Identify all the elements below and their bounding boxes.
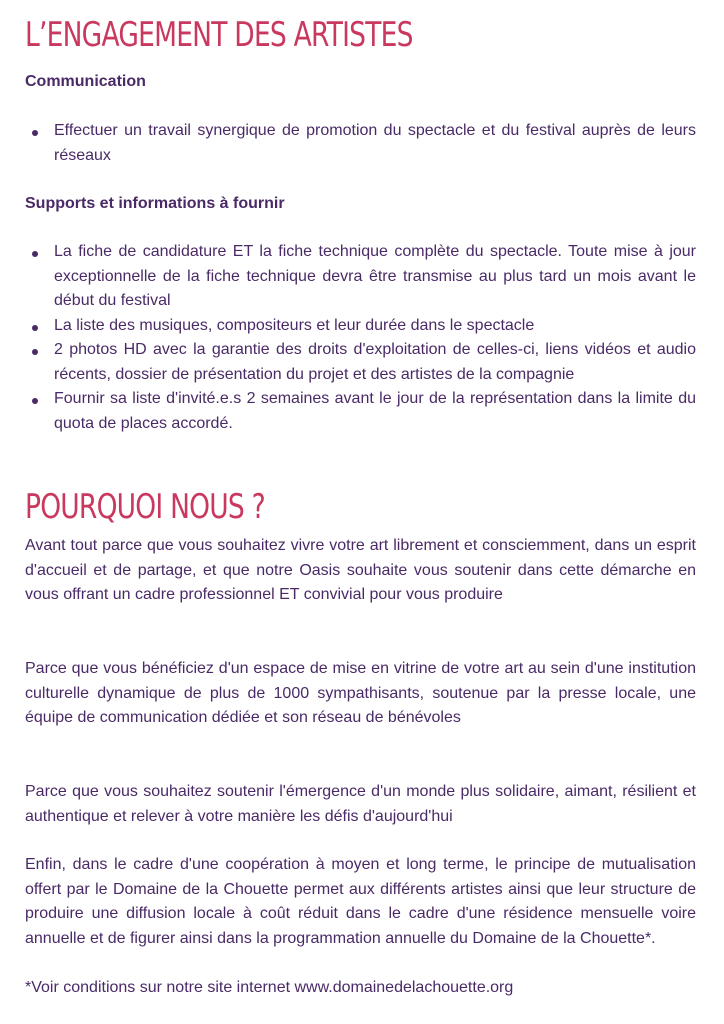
paragraph: Parce que vous souhaitez soutenir l'émergence d'un monde plus solidaire, aimant, résilient et authentique et relever à votre manière les défis d'aujourd'hui (25, 783, 696, 825)
list-item (25, 240, 696, 314)
list-item-text: Effectuer un travail synergique de promotion du spectacle et du festival auprès de leurs réseaux (54, 122, 696, 164)
list-item (25, 338, 696, 387)
footnote: *Voir conditions sur notre site internet www.domainedelachouette.org (25, 979, 514, 996)
bullet-icon (32, 325, 38, 331)
paragraph: Enfin, dans le cadre d'une coopération à moyen et long terme, le principe de mutualisation offert par le Domaine de la Chouette permet aux différents artistes ainsi que leur structure de produire une diffusion locale à coût réduit dans le cadre d'une résidence mensuelle voire annuelle et de figurer ainsi dans la programmation annuelle du Domaine de la Chouette*. (25, 856, 696, 947)
list-item (25, 387, 696, 436)
bullet-icon (32, 349, 38, 355)
paragraph: Avant tout parce que vous souhaitez vivre votre art librement et consciemment, dans un esprit d'accueil et de partage, et que notre Oasis souhaite vous soutenir dans cette démarche en vous offrant un cadre professionnel ET convivial pour vous produire (25, 537, 696, 603)
supports-list (25, 240, 696, 436)
list-item-text: Fournir sa liste d'invité.e.s 2 semaines avant le jour de la représentation dans la limite du quota de places accordé. (54, 390, 696, 432)
list-item (25, 119, 696, 168)
paragraph: Parce que vous bénéficiez d'un espace de mise en vitrine de votre art au sein d'une institution culturelle dynamique de plus de 1000 sympathisants, soutenue par la presse locale, une équipe de communication dédiée et son réseau de bénévoles (25, 660, 696, 726)
bullet-icon (32, 130, 38, 136)
bullet-icon (32, 251, 38, 257)
subheading-supports: Supports et informations à fournir (25, 195, 285, 212)
list-item (25, 314, 696, 339)
list-item-text: La liste des musiques, compositeurs et leur durée dans le spectacle (54, 316, 535, 334)
list-item-text: La fiche de candidature ET la fiche technique complète du spectacle. Toute mise à jour exceptionnelle de la fiche technique devra être transmise au plus tard un mois avant le début du festival (54, 243, 696, 309)
section-title-engagement: L’ENGAGEMENT DES ARTISTES (25, 15, 413, 55)
bullet-icon (32, 398, 38, 404)
section-title-pourquoi-nous: POURQUOI NOUS ? (25, 487, 265, 527)
list-item-text: 2 photos HD avec la garantie des droits d'exploitation de celles-ci, liens vidéos et audio récents, dossier de présentation du projet et des artistes de la compagnie (54, 341, 696, 383)
communication-list (25, 119, 696, 168)
subheading-communication: Communication (25, 73, 146, 90)
